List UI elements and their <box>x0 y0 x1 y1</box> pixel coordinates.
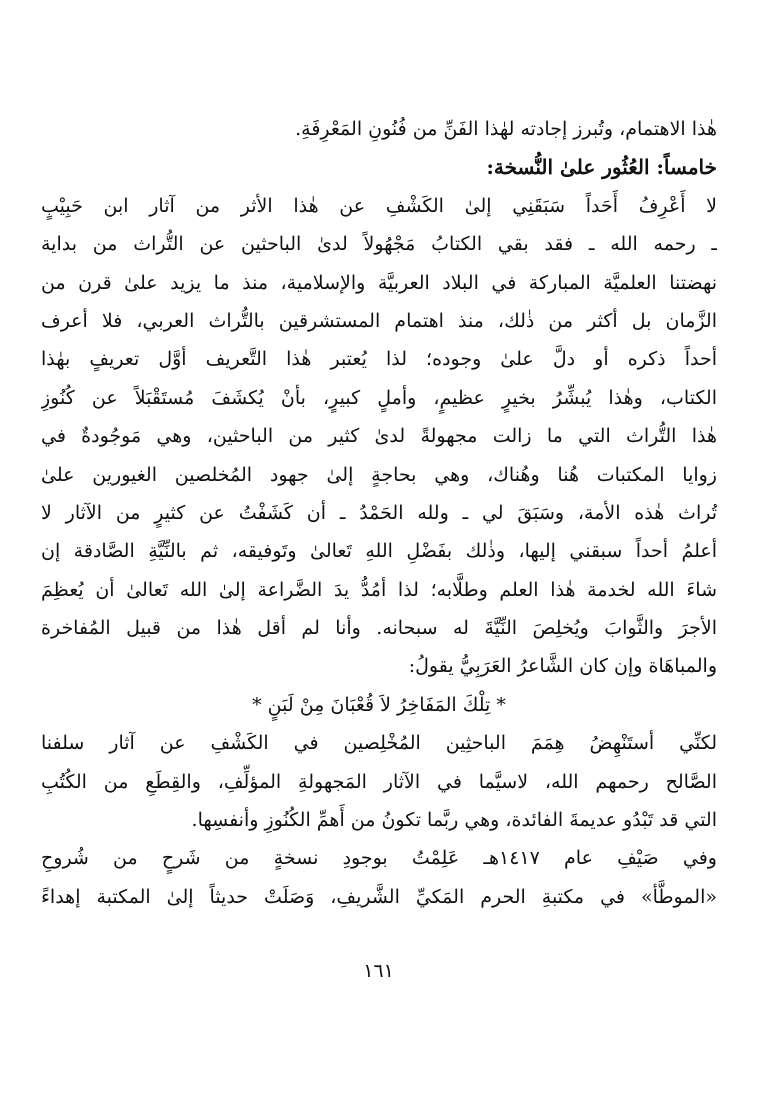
text-line: شاءَ الله لخدمة هٰذا العلم وطلَّابه؛ لذا أمُدُّ يدَ الضَّراعة إلىٰ الله تَعالىٰ أن يُعظِمَ <box>41 578 717 601</box>
text-line: نهضتنا العلميَّة المباركة في البلاد العربيَّة والإسلامية، منذ ما يزيد علىٰ قرن من <box>41 271 717 294</box>
text-line: لا أَعْرِفُ أَحَداً سَبَقَنِي إلىٰ الكَشْفِ عن هٰذا الأثر من آثار ابن حَبِيْبٍ <box>41 194 717 217</box>
text-line: الزَّمان بل أكثر من ذٰلك، منذ اهتمام المستشرقين بالتُّراث العربي، فلا أعرف <box>41 309 717 332</box>
section-heading: خامساً: العُثُور علىٰ النُّسخة: <box>486 155 717 180</box>
body-text <box>41 110 717 916</box>
text-line: أحداً ذكره أو دلَّ علىٰ وجوده؛ لذا يُعتبر هٰذا التَّعريف أوَّل تعريفٍ بهٰذا <box>41 348 717 371</box>
text-line: التي قد تَبْدُو عديمةَ الفائدة، وهي ربَّما تكونُ من أَهمِّ الكُنُوزِ وأنفسِها. <box>191 809 717 832</box>
text-line: ـ رحمه الله ـ فقد بقي الكتابُ مَجْهُولاً لدىٰ الباحثين عن التُّراث من بداية <box>41 233 717 256</box>
text-line: الصَّالح رحمهم الله، لاسيَّما في الآثار المَجهولةِ المؤلِّفِ، والقِطَعِ من الكُتُبِ <box>41 770 717 793</box>
text-line: الأجرَ والثَّوابَ ويُخلِصَ النِّيَّةَ له سبحانه. وأنا لم أقل هٰذا من قبيل المُفاخرة <box>41 617 717 640</box>
text-line: «الموطَّأ» في مكتبةِ الحرم المَكيِّ الشَّريفِ، وَصَلَتْ حديثاً إلىٰ المكتبة إهداءً <box>41 885 717 908</box>
verse-line: * تِلْكَ المَفَاخِرُ لاَ قُعْبَانَ مِنْ لَبَنٍ * <box>252 693 506 716</box>
text-line: لكنِّي أستَنْهِضُ هِمَمَ الباحثِين المُخْلِصين في الكَشْفِ عن آثار سلفنا <box>41 732 717 755</box>
text-line: الكتاب، وهٰذا يُبشِّرُ بخيرٍ عظيمٍ، وأملٍ كبيرٍ، بأنْ يُكشَفَ مُستَقْبَلاً عن كُنُوزِ <box>41 386 717 409</box>
text-line: هٰذا التُّراث التي ما زالت مجهولةً لدىٰ كثير من الباحثين، وهي مَوجُودةٌ في <box>41 425 717 448</box>
text-line: زوايا المكتبات هُنا وهُناك، وهي بحاجةٍ إلىٰ جهود المُخلصين الغيورين علىٰ <box>41 463 717 486</box>
text-line: تُراث هٰذه الأمة، وسَبَقَ لي ـ ولله الحَمْدُ ـ أن كَشَفْتُ عن كثيرٍ من الآثار لا <box>41 501 717 524</box>
page-number: ١٦١ <box>363 960 394 982</box>
text-line: وفي صَيْفِ عام ١٤١٧هـ عَلِمْتُ بوجودِ نسخةٍ من شَرحٍ من شُروحِ <box>41 847 717 870</box>
text-line: أعلمُ أحداً سبقني إليها، وذٰلك بفَضْلِ اللهِ تَعالىٰ وتَوفيقه، ثم بالنِّيَّةِ الصَّادقة إن <box>41 540 717 563</box>
text-line: والمباهَاة وإن كان الشَّاعرُ العَرَبِيُّ يقولُ: <box>408 655 717 678</box>
text-line: هٰذا الاهتمام، وتُبرز إجادته لهٰذا الفَنِّ من فُنُونِ المَعْرِفَةِ. <box>295 118 717 140</box>
